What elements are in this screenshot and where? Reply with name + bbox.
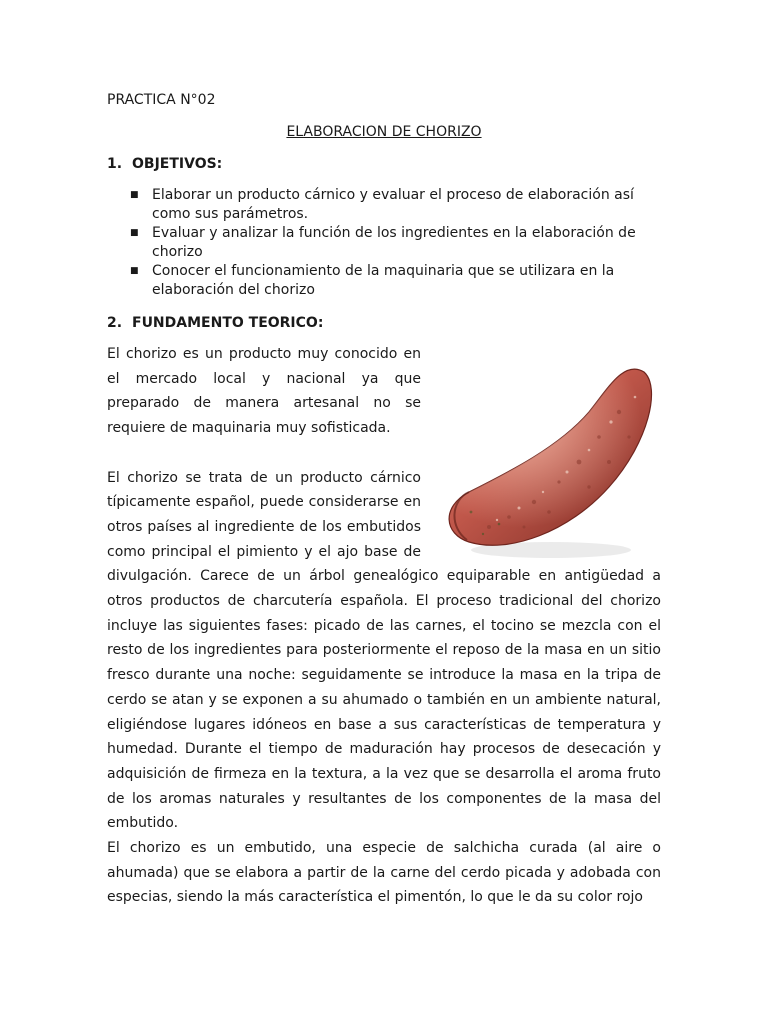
bullet-icon: ■ xyxy=(130,266,139,276)
bullet-icon: ■ xyxy=(130,228,139,238)
fundamento-body xyxy=(107,342,661,910)
list-item xyxy=(130,262,650,300)
practice-number: PRACTICA N°02 xyxy=(107,92,216,108)
section-heading-fundamento xyxy=(107,313,323,333)
bullet-icon: ■ xyxy=(130,190,139,200)
paragraph: El chorizo es un producto muy conocido en el mercado local y nacional ya que preparado de manera artesanal no se requiere de maquinaria muy sofisticada. xyxy=(107,346,421,437)
document-title: ELABORACION DE CHORIZO xyxy=(286,124,482,140)
section-title: OBJETIVOS: xyxy=(132,156,223,172)
list-item xyxy=(130,224,650,262)
section-number: 2. xyxy=(107,315,123,331)
section-heading-objetivos xyxy=(107,154,222,174)
objective-text: Conocer el funcionamiento de la maquinaria que se utilizara en la elaboración del chorizo xyxy=(152,263,615,298)
section-number: 1. xyxy=(107,156,123,172)
chorizo-image xyxy=(439,342,661,564)
objective-text: Elaborar un producto cárnico y evaluar el proceso de elaboración así como sus parámetros. xyxy=(152,187,634,222)
section-title: FUNDAMENTO TEORICO: xyxy=(132,315,324,331)
paragraph: El chorizo es un embutido, una especie de salchicha curada (al aire o ahumada) que se elabora a partir de la carne del cerdo picada y adobada con especias, siendo la más característica el pimentón, lo que le da su color rojo xyxy=(107,840,661,906)
list-item xyxy=(130,186,650,224)
objective-text: Evaluar y analizar la función de los ingredientes en la elaboración de chorizo xyxy=(152,225,636,260)
paragraph: El chorizo se trata de un producto cárnico típicamente español, puede considerarse en otros países al ingrediente de los embutidos como principal el pimiento y el ajo base de divulgación. Carece de un árbol genealógico equiparable en antigüedad a otros productos de charcutería española. El proceso tradicional del chorizo incluye las siguientes fases: picado de las carnes, el tocino se mezcla con el resto de los ingredientes para posteriormente el reposo de la masa en un sitio fresco durante una noche: seguidamente se introduce la masa en la tripa de cerdo se atan y se exponen a su ahumado o también en un ambiente natural, eligiéndose lugares idóneos en base a sus características de temperatura y humedad. Durante el tiempo de maduración hay procesos de desecación y adquisición de firmeza en la textura, a la vez que se desarrolla el aroma fruto de los aromas naturales y resultantes de los componentes de la masa del embutido. xyxy=(107,469,661,832)
chorizo-sausage-icon xyxy=(439,342,661,564)
objectives-list xyxy=(130,186,650,300)
